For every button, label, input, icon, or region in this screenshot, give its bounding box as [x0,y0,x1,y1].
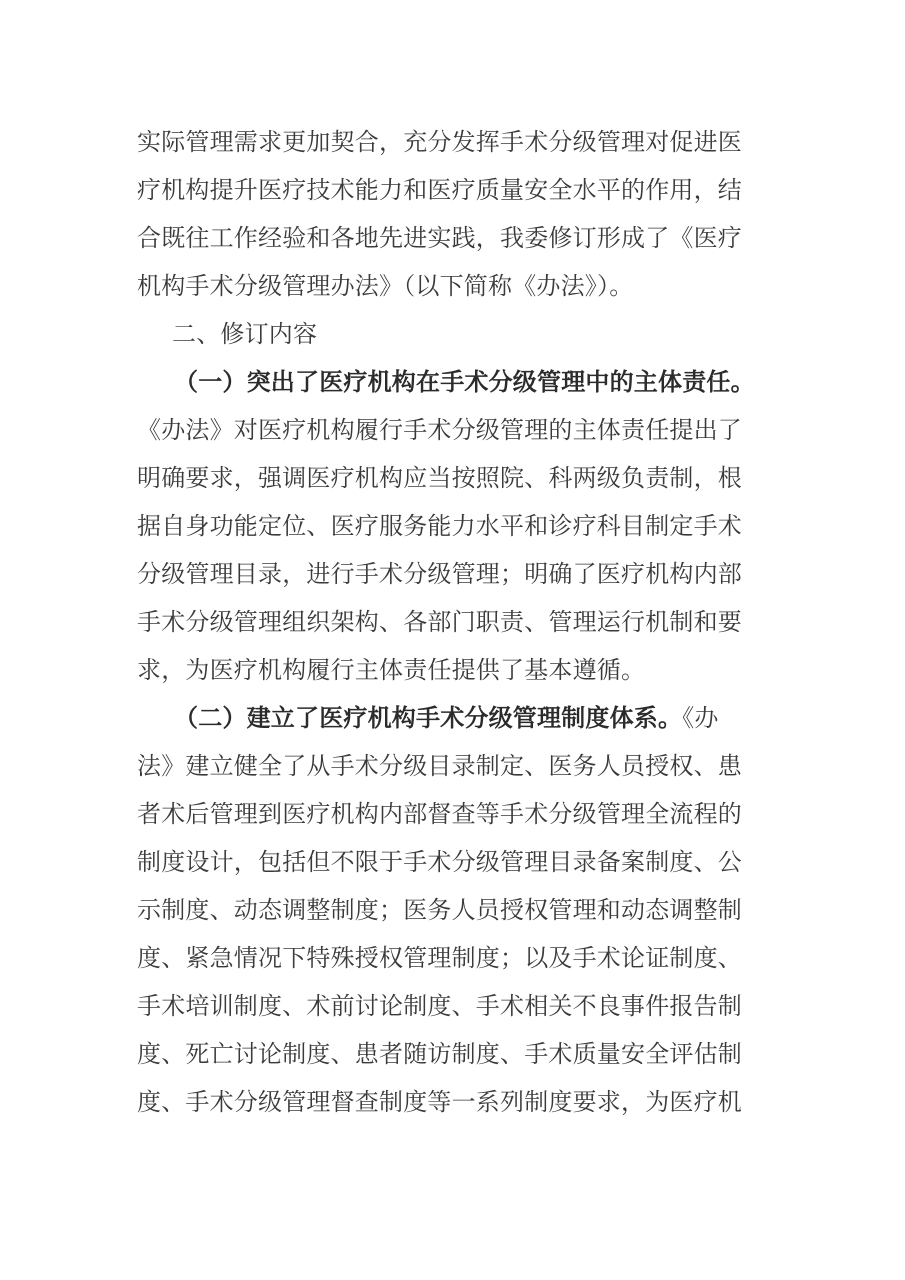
section-heading: 二、修订内容 [172,320,318,348]
paragraph-line: 求，为医疗机构履行主体责任提供了基本遵循。 [137,656,646,684]
paragraph-line: 者术后管理到医疗机构内部督查等手术分级管理全流程的 [137,800,742,828]
paragraph-line: 度、手术分级管理督查制度等一系列制度要求，为医疗机 [137,1088,742,1116]
paragraph-line: 手术培训制度、术前讨论制度、手术相关不良事件报告制 [137,992,742,1020]
paragraph-line: 度、死亡讨论制度、患者随访制度、手术质量安全评估制 [137,1040,742,1068]
paragraph-line: 制度设计，包括但不限于手术分级管理目录备案制度、公 [137,848,742,876]
paragraph-line: 据自身功能定位、医疗服务能力水平和诊疗科目制定手术 [137,512,742,540]
paragraph-line: 分级管理目录，进行手术分级管理；明确了医疗机构内部 [137,560,742,588]
paragraph-line: 机构手术分级管理办法》（以下简称《办法》）。 [137,272,634,300]
paragraph-inline-text: 《办 [682,704,719,732]
paragraph-line: 示制度、动态调整制度；医务人员授权管理和动态调整制 [137,896,742,924]
paragraph-line: 合既往工作经验和各地先进实践，我委修订形成了《医疗 [137,224,742,252]
paragraph-line: 法》建立健全了从手术分级目录制定、医务人员授权、患 [137,752,742,780]
subsection-heading-1: （一）突出了医疗机构在手术分级管理中的主体责任。 [174,368,755,396]
paragraph-line: 度、紧急情况下特殊授权管理制度；以及手术论证制度、 [137,944,742,972]
paragraph-line: 《办法》对医疗机构履行手术分级管理的主体责任提出了 [137,416,742,444]
paragraph-line: 手术分级管理组织架构、各部门职责、管理运行机制和要 [137,608,742,636]
paragraph-line: 明确要求，强调医疗机构应当按照院、科两级负责制，根 [137,464,742,492]
subsection-heading-2: （二）建立了医疗机构手术分级管理制度体系。 [174,704,683,732]
paragraph-line: 疗机构提升医疗技术能力和医疗质量安全水平的作用，结 [137,176,742,204]
paragraph-line: 实际管理需求更加契合，充分发挥手术分级管理对促进医 [137,128,742,156]
subsection-heading-2-line [174,696,814,740]
